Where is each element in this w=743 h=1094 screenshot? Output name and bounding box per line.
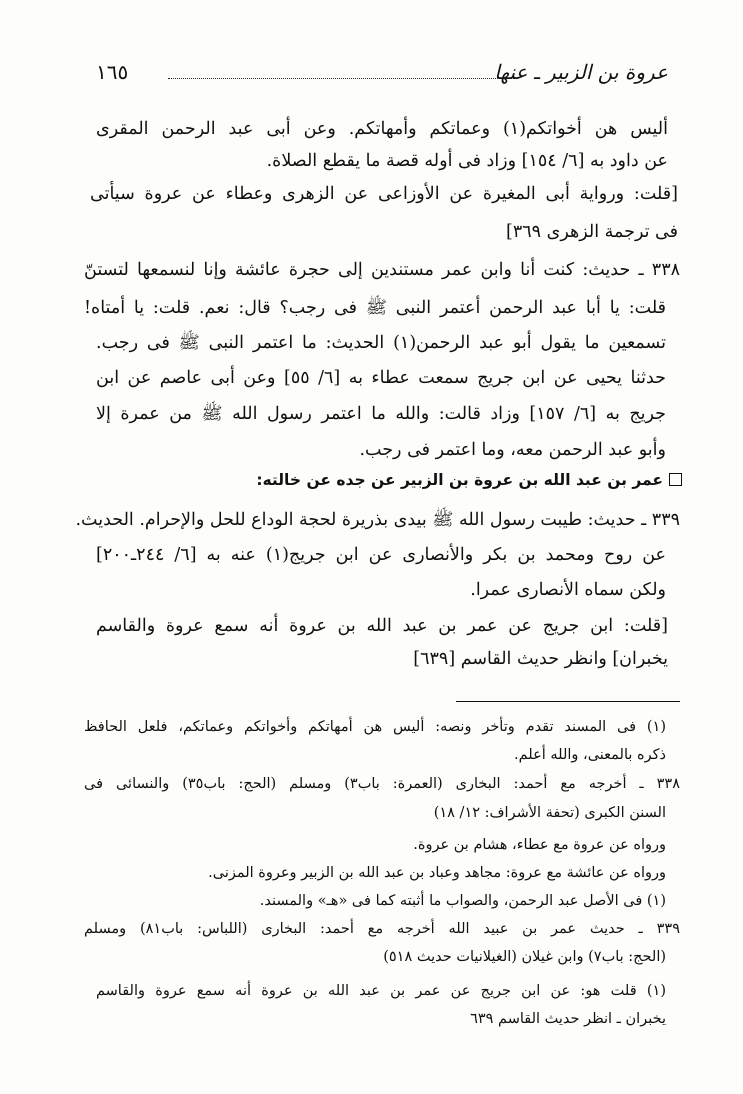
body-line: تسمعين ما يقول أبو عبد الرحمن(١) الحديث: ما اعتمر النبى ﷺ فى رجب. <box>96 333 666 353</box>
footnote-line: ٣٣٨ ـ أخرجه مع أحمد: البخارى (العمرة: باب٣) ومسلم (الحج: باب٣٥) والنسائى فى <box>84 776 680 792</box>
footnote-line: ذكره بالمعنى، والله أعلم. <box>514 747 666 763</box>
page-number: ١٦٥ <box>96 60 129 84</box>
body-line: جريج به [٦/ ١٥٧] وزاد قالت: والله ما اعتمر رسول الله ﷺ من عمرة إلا <box>96 404 666 424</box>
hadith-339-line: ٣٣٩ ـ حديث: طيبت رسول الله ﷺ بيدى بذريرة لحجة الوداع للحل والإحرام. الحديث. <box>75 510 680 530</box>
body-line: [قلت: ابن جريج عن عمر بن عبد الله بن عروة أنه سمع عروة والقاسم <box>96 616 668 636</box>
page-header <box>96 60 668 96</box>
body-line: فى ترجمة الزهرى ٣٦٩] <box>506 222 678 242</box>
footnote-line: السنن الكبرى (تحفة الأشراف: ١٢/ ١٨) <box>433 805 666 821</box>
footnote-line: ورواه عن عروة مع عطاء، هشام بن عروة. <box>413 837 666 853</box>
section-heading <box>256 467 682 493</box>
body-line: عن روح ومحمد بن بكر والأنصارى عن ابن جريج(١) عنه به [٦/ ٢٤٤ـ٢٠٠] <box>96 545 666 565</box>
checkbox-square-icon <box>669 473 682 486</box>
body-line: عن داود به [٦/ ١٥٤] وزاد فى أوله قصة ما يقطع الصلاة. <box>266 151 668 171</box>
footnote-line: (١) قلت هو: عن ابن جريج عن عمر بن عبد الله بن عروة أنه سمع عروة والقاسم <box>96 983 666 999</box>
body-line: [قلت: ورواية أبى المغيرة عن الأوزاعى عن الزهرى وعطاء عن عروة سيأتى <box>90 184 678 204</box>
body-line: حدثنا يحيى عن ابن جريج سمعت عطاء به [٦/ ٥٥] وعن أبى عاصم عن ابن <box>96 368 666 388</box>
hadith-338-line: ٣٣٨ ـ حديث: كنت أنا وابن عمر مستندين إلى حجرة عائشة وإنا لنسمعها لتستنّ <box>84 260 680 280</box>
footnote-line: (١) فى المسند تقدم وتأخر ونصه: أليس هن أمهاتكم وأخواتكم وعماتكم، فلعل الحافظ <box>84 719 666 735</box>
body-line: قلت: يا أبا عبد الرحمن أعتمر النبى ﷺ فى رجب؟ قال: نعم. قلت: يا أمتاه! <box>84 298 666 318</box>
footnote-separator <box>456 701 680 702</box>
footnote-line: ٣٣٩ ـ حديث عمر بن عبيد الله أخرجه مع أحمد: البخارى (اللباس: باب٨١) ومسلم <box>84 921 680 937</box>
footnote-line: (الحج: باب٧) وابن غيلان (الغيلانيات حديث ٥١٨) <box>383 949 666 965</box>
body-line: ولكن سماه الأنصارى عمرا. <box>470 580 666 600</box>
body-line: وأبو عبد الرحمن معه، وما اعتمر فى رجب. <box>359 440 666 460</box>
running-title: عروة بن الزبير ـ عنها <box>494 60 668 84</box>
footnote-line: (١) فى الأصل عبد الرحمن، والصواب ما أثبته كما فى «هـ» والمسند. <box>259 893 666 909</box>
footnote-line: ورواه عن عائشة مع عروة: مجاهد وعباد بن عبد الله بن الزبير وعروة المزنى. <box>208 865 666 881</box>
body-line: يخبران] وانظر حديث القاسم [٦٣٩] <box>413 649 668 669</box>
section-heading-text: عمر بن عبد الله بن عروة بن الزبير عن جده عن خالته: <box>256 471 663 489</box>
footnote-line: يخبران ـ انظر حديث القاسم ٦٣٩ <box>470 1011 666 1027</box>
header-dotted-rule <box>168 78 518 79</box>
body-line: أليس هن أخواتكم(١) وعماتكم وأمهاتكم. وعن أبى عبد الرحمن المقرى <box>96 119 668 139</box>
